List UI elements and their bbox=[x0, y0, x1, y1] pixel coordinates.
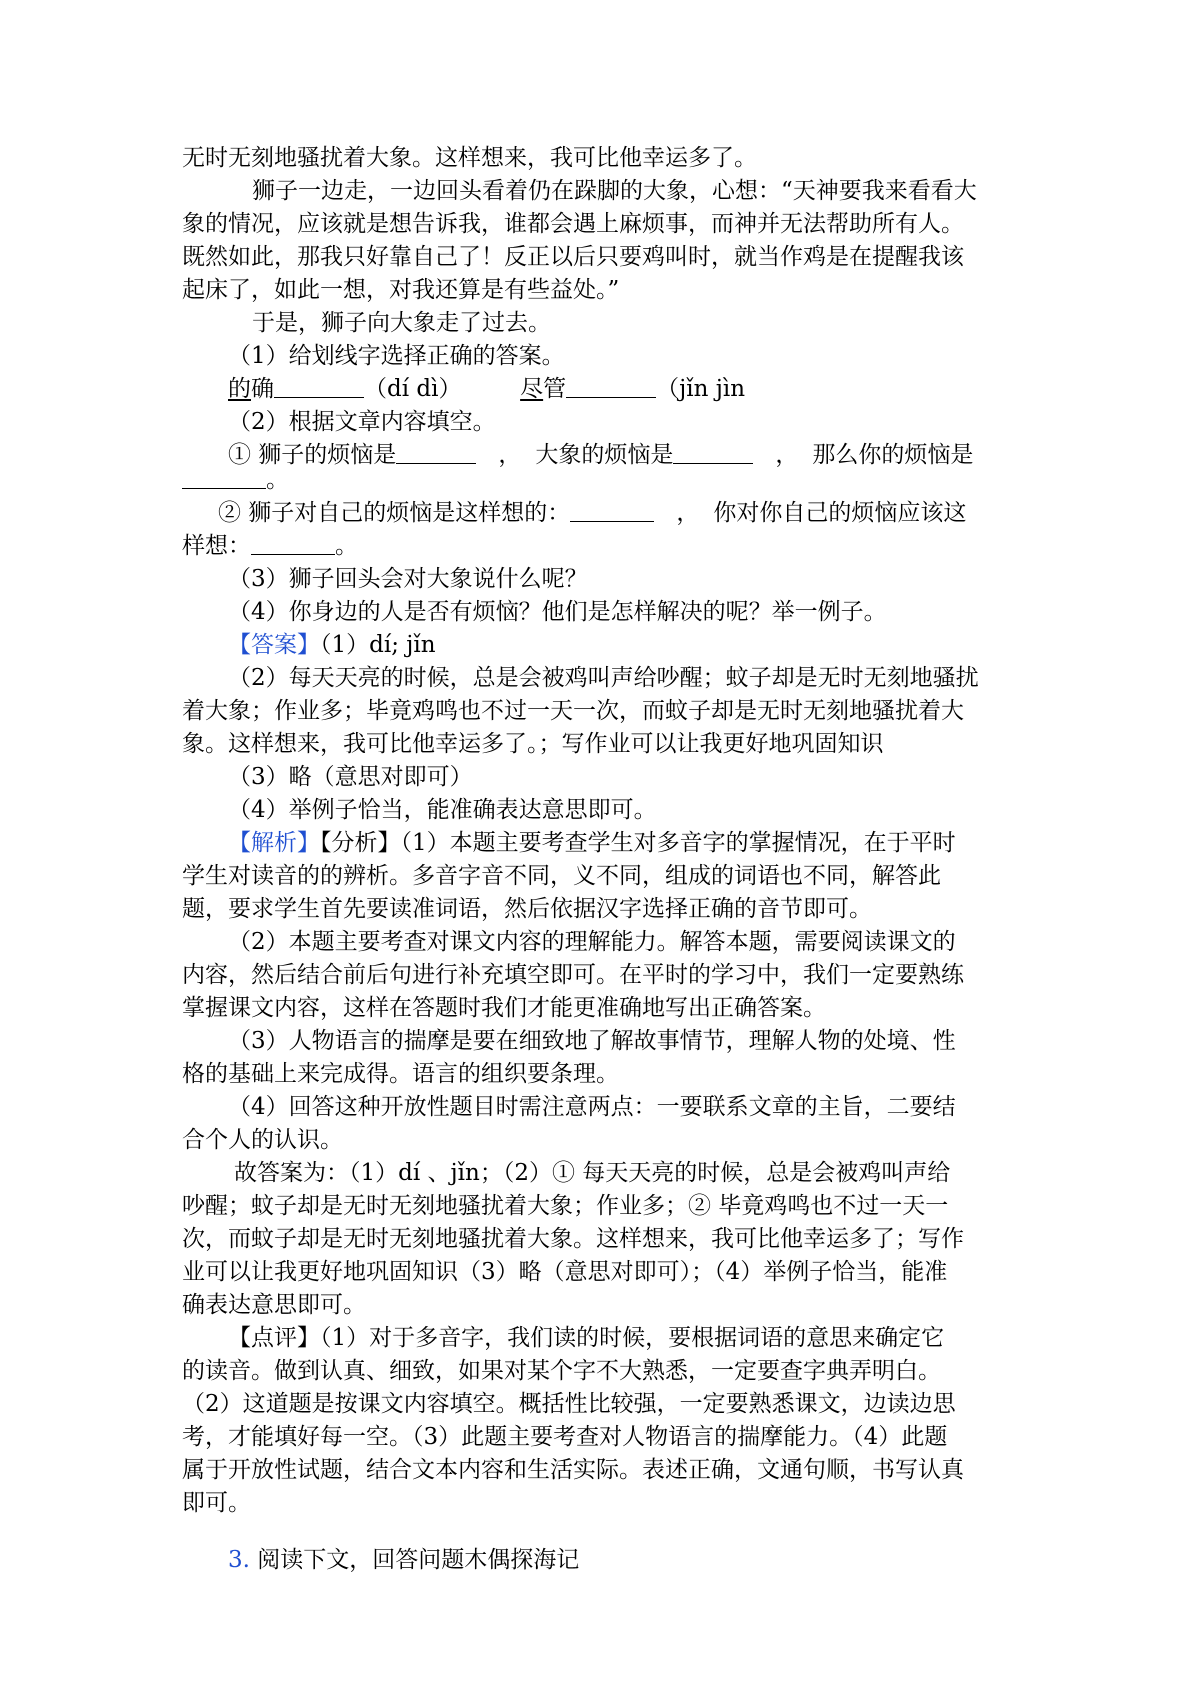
analysis-line: （4）回答这种开放性题目时需注意两点：一要联系文章的主旨，二要结 bbox=[228, 1094, 956, 1120]
punctuation: 。 bbox=[266, 467, 289, 493]
pinyin-options: （jǐn jìn bbox=[656, 376, 746, 402]
story-line: 无时无刻地骚扰着大象。这样想来，我可比他幸运多了。 bbox=[182, 145, 757, 171]
question-2-item-1 bbox=[228, 439, 973, 471]
analysis-line: 内容，然后结合前后句进行补充填空即可。在平时的学习中，我们一定要熟练 bbox=[182, 962, 964, 988]
analysis-line: 题，要求学生首先要读准词语，然后依据汉字选择正确的音节即可。 bbox=[182, 896, 872, 922]
question-2-item-2-cont bbox=[182, 530, 358, 562]
comment-line: 属于开放性试题，结合文本内容和生活实际。表述正确，文通句顺，书写认真 bbox=[182, 1457, 964, 1483]
comment-tag: 【点评】 bbox=[228, 1325, 320, 1351]
answer-line bbox=[228, 629, 436, 661]
question-text: 大象的烦恼是 bbox=[535, 442, 674, 468]
comment-line bbox=[228, 1322, 944, 1354]
answer-line: （3）略（意思对即可） bbox=[228, 764, 473, 790]
analysis-line: 掌握课文内容，这样在答题时我们才能更准确地写出正确答案。 bbox=[182, 995, 826, 1021]
answer-blank[interactable] bbox=[274, 375, 364, 398]
comment-line: 考，才能填好每一空。（3）此题主要考查对人物语言的揣摩能力。（4）此题 bbox=[182, 1424, 948, 1450]
punctuation: 。 bbox=[335, 533, 358, 559]
story-line: 于是，狮子向大象走了过去。 bbox=[252, 310, 551, 336]
comment-text: （1）对于多音字，我们读的时候，要根据词语的意思来确定它 bbox=[320, 1325, 945, 1351]
analysis-line: 合个人的认识。 bbox=[182, 1127, 343, 1153]
story-line: 起床了，如此一想，对我还算是有些益处。” bbox=[182, 277, 620, 303]
punctuation: ， bbox=[498, 442, 522, 468]
answer-text: （1）dí; jǐn bbox=[320, 632, 436, 658]
question-title: 阅读下文，回答问题木偶探海记 bbox=[257, 1547, 580, 1573]
question-1: （1）给划线字选择正确的答案。 bbox=[228, 343, 565, 369]
answer-line: 象。这样想来，我可比他幸运多了。；写作业可以让我更好地巩固知识 bbox=[182, 731, 884, 757]
story-line: 狮子一边走，一边回头看着仍在跺脚的大象，心想：“天神要我来看看大 bbox=[252, 178, 977, 204]
answer-line: （2）每天天亮的时候，总是会被鸡叫声给吵醒；蚊子却是无时无刻地骚扰 bbox=[228, 665, 979, 691]
answer-line: （4）举例子恰当，能准确表达意思即可。 bbox=[228, 797, 657, 823]
answer-blank[interactable] bbox=[396, 441, 476, 464]
analysis-line: （2）本题主要考查对课文内容的理解能力。解答本题，需要阅读课文的 bbox=[228, 929, 956, 955]
comment-line: 即可。 bbox=[182, 1490, 251, 1516]
analysis-line: （3）人物语言的揣摩是要在细致地了解故事情节，理解人物的处境、性 bbox=[228, 1028, 956, 1054]
comment-line: （2）这道题是按课文内容填空。概括性比较强，一定要熟悉课文，边读边思 bbox=[182, 1391, 956, 1417]
question-text: 样想： bbox=[182, 533, 251, 559]
question-text: ① 狮子的烦恼是 bbox=[228, 442, 397, 468]
analysis-subtag: 【分析】 bbox=[320, 830, 401, 856]
word-rest: 管 bbox=[543, 376, 567, 402]
analysis-line bbox=[228, 827, 956, 859]
final-answer-line: 故答案为：（1）dí 、jǐn；（2）① 每天天亮的时候，总是会被鸡叫声给 bbox=[234, 1160, 951, 1186]
final-answer-line: 次，而蚊子却是无时无刻地骚扰着大象。这样想来，我可比他幸运多了；写作 bbox=[182, 1226, 964, 1252]
question-text: 那么你的烦恼是 bbox=[812, 442, 974, 468]
answer-line: 着大象；作业多；毕竟鸡鸣也不过一天一次，而蚊子却是无时无刻地骚扰着大 bbox=[182, 698, 964, 724]
answer-blank[interactable] bbox=[251, 532, 335, 555]
analysis-tag: 【解析】 bbox=[228, 830, 320, 856]
punctuation: ， bbox=[775, 442, 799, 468]
question-2-item-1-cont bbox=[182, 464, 289, 496]
pinyin-options: （dí dì） bbox=[364, 376, 462, 402]
underlined-char: 尽 bbox=[520, 376, 544, 402]
final-answer-line: 业可以让我更好地巩固知识（3）略（意思对即可）；（4）举例子恰当，能准 bbox=[182, 1259, 948, 1285]
question-3: （3）狮子回头会对大象说什么呢？ bbox=[228, 566, 588, 592]
question-4: （4）你身边的人是否有烦恼？他们是怎样解决的呢？举一例子。 bbox=[228, 599, 887, 625]
question-2-item-2 bbox=[218, 497, 966, 529]
answer-blank[interactable] bbox=[566, 375, 656, 398]
analysis-line: 格的基础上来完成得。语言的组织要条理。 bbox=[182, 1061, 619, 1087]
question-text: 你对你自己的烦恼应该这 bbox=[713, 500, 967, 526]
next-question-heading bbox=[228, 1544, 579, 1576]
analysis-line: 学生对读音的的辨析。多音字音不同，义不同，组成的词语也不同，解答此 bbox=[182, 863, 941, 889]
question-text: ② 狮子对自己的烦恼是这样想的： bbox=[218, 500, 571, 526]
question-2: （2）根据文章内容填空。 bbox=[228, 409, 496, 435]
question-number: 3. bbox=[228, 1547, 250, 1573]
final-answer-line: 确表达意思即可。 bbox=[182, 1292, 366, 1318]
answer-tag: 【答案】 bbox=[228, 632, 320, 658]
final-answer-line: 吵醒；蚊子却是无时无刻地骚扰着大象；作业多；② 毕竟鸡鸣也不过一天一 bbox=[182, 1193, 949, 1219]
story-line: 既然如此，那我只好靠自己了！反正以后只要鸡叫时，就当作鸡是在提醒我该 bbox=[182, 244, 964, 270]
comment-line: 的读音。做到认真、细致，如果对某个字不大熟悉，一定要查字典弄明白。 bbox=[182, 1358, 941, 1384]
underlined-char: 的 bbox=[228, 376, 251, 402]
answer-blank[interactable] bbox=[570, 499, 654, 522]
question-1-options bbox=[228, 373, 745, 405]
answer-blank[interactable] bbox=[182, 466, 266, 489]
answer-blank[interactable] bbox=[673, 441, 753, 464]
punctuation: ， bbox=[676, 500, 700, 526]
word-rest: 确 bbox=[251, 376, 274, 402]
story-line: 象的情况，应该就是想告诉我，谁都会遇上麻烦事，而神并无法帮助所有人。 bbox=[182, 211, 964, 237]
analysis-text: （1）本题主要考查学生对多音字的掌握情况，在于平时 bbox=[400, 830, 956, 856]
